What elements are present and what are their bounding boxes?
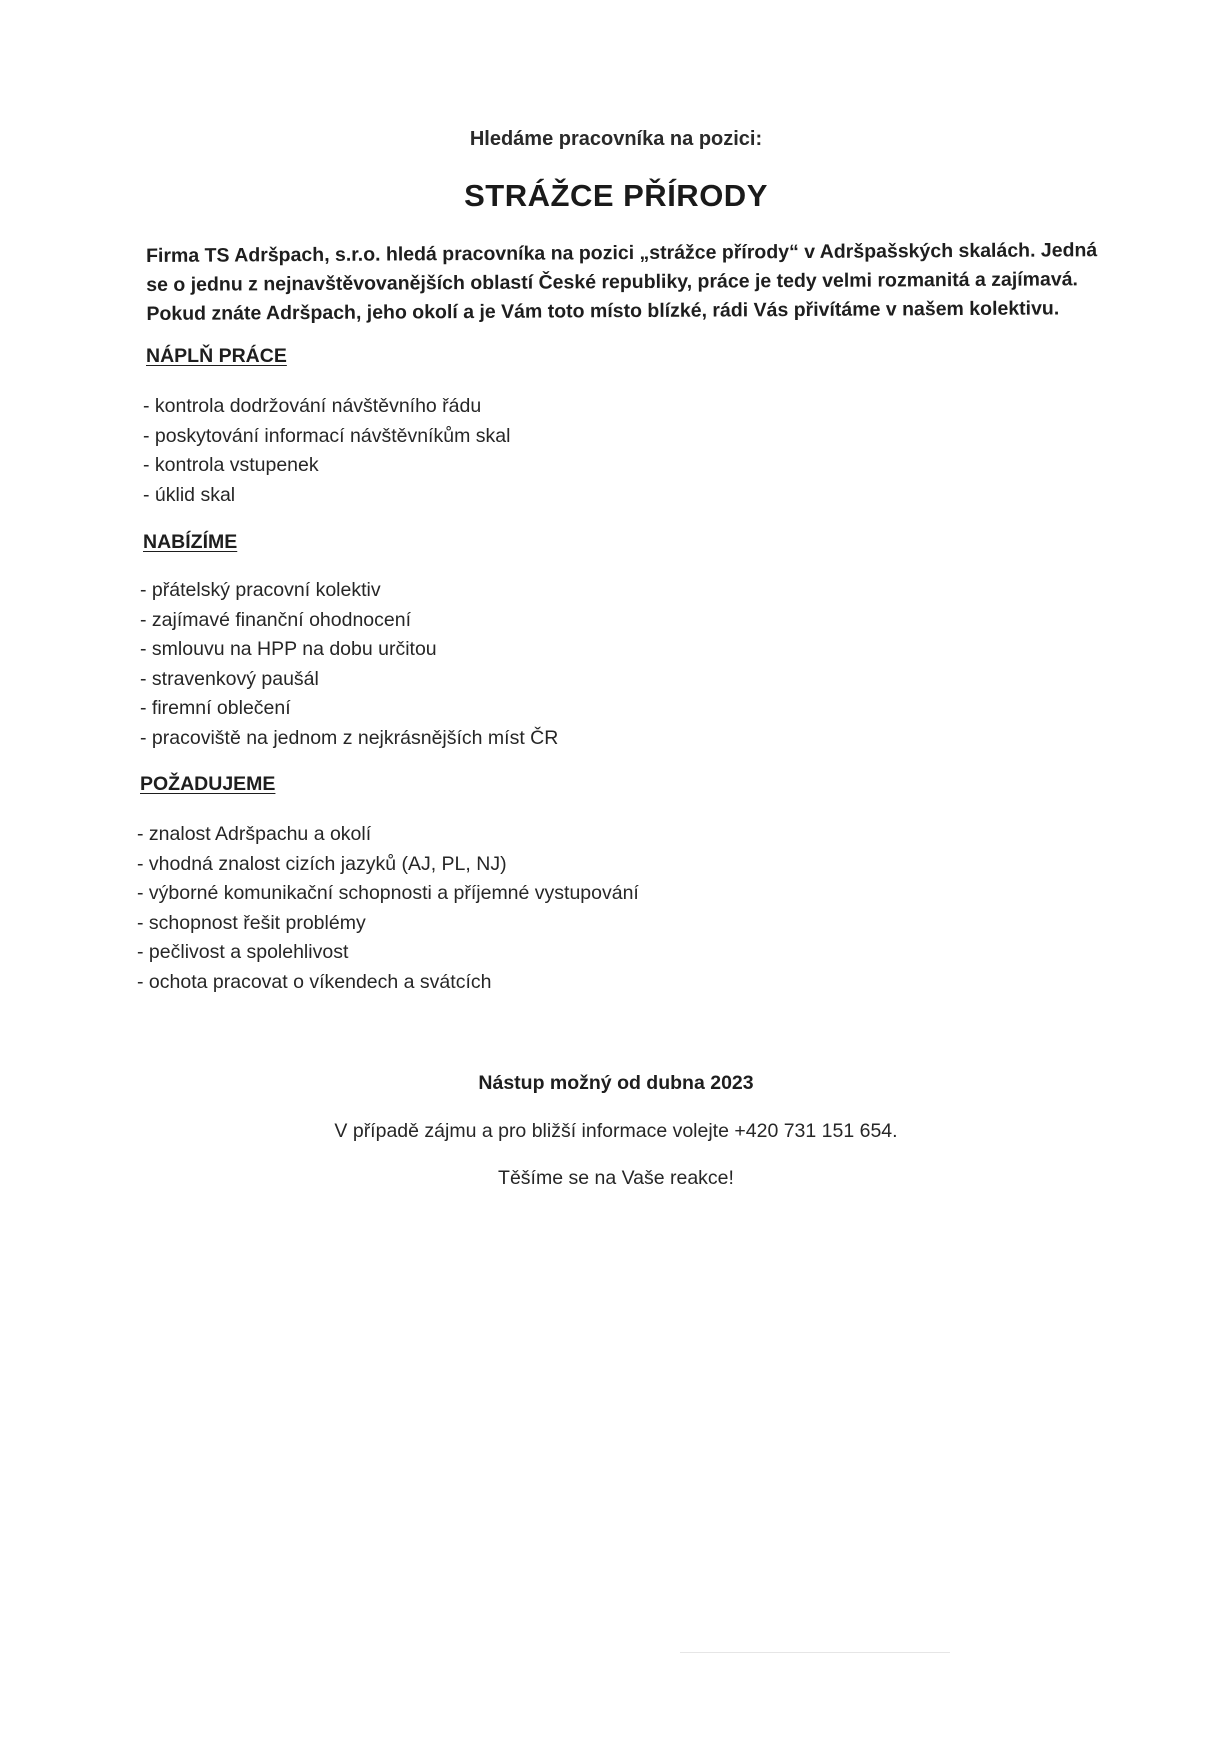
section-heading-napln: NÁPLŇ PRÁCE [146,345,287,367]
posting-title: STRÁŽCE PŘÍRODY [464,178,768,213]
list-item: - pečlivost a spolehlivost [137,938,639,968]
list-item: - stravenkový paušál [140,665,558,695]
list-item: - schopnost řešit problémy [137,909,639,939]
list-item: - přátelský pracovní kolektiv [140,576,558,606]
list-item: - firemní oblečení [140,694,558,724]
intro-line: se o jednu z nejnavštěvovanějších oblastí České republiky, práce je tedy velmi rozmanitá a zajímavá. [146,268,1078,296]
list-item: - ochota pracovat o víkendech a svátcích [137,968,639,998]
start-date: Nástup možný od dubna 2023 [478,1072,754,1094]
scan-artifact [680,1652,950,1653]
closing-line: Těšíme se na Vaše reakce! [498,1167,734,1189]
section-heading-pozadujeme: POŽADUJEME [140,773,276,795]
napln-list [143,392,510,510]
list-item: - kontrola vstupenek [143,451,510,481]
list-item: - smlouvu na HPP na dobu určitou [140,635,558,665]
pozadujeme-list [137,820,639,998]
list-item: - pracoviště na jednom z nejkrásnějších míst ČR [140,724,558,754]
list-item: - úklid skal [143,481,510,511]
list-item: - výborné komunikační schopnosti a příjemné vystupování [137,879,639,909]
intro-paragraph [146,236,1107,329]
posting-subtitle: Hledáme pracovníka na pozici: [469,128,763,150]
contact-line: V případě zájmu a pro bližší informace volejte +420 731 151 654. [334,1120,898,1142]
list-item: - zajímavé finanční ohodnocení [140,606,558,636]
list-item: - poskytování informací návštěvníkům skal [143,422,510,452]
list-item: - znalost Adršpachu a okolí [137,820,639,850]
list-item: - vhodná znalost cizích jazyků (AJ, PL, NJ) [137,850,639,880]
intro-line: Firma TS Adršpach, s.r.o. hledá pracovníka na pozici „strážce přírody“ v Adršpašských skalách. Jedná [146,239,1098,267]
section-heading-nabizime: NABÍZÍME [143,531,238,553]
nabizime-list [140,576,558,754]
list-item: - kontrola dodržování návštěvního řádu [143,392,510,422]
intro-line: Pokud znáte Adršpach, jeho okolí a je Vám toto místo blízké, rádi Vás přivítáme v našem kolektivu. [146,297,1060,325]
